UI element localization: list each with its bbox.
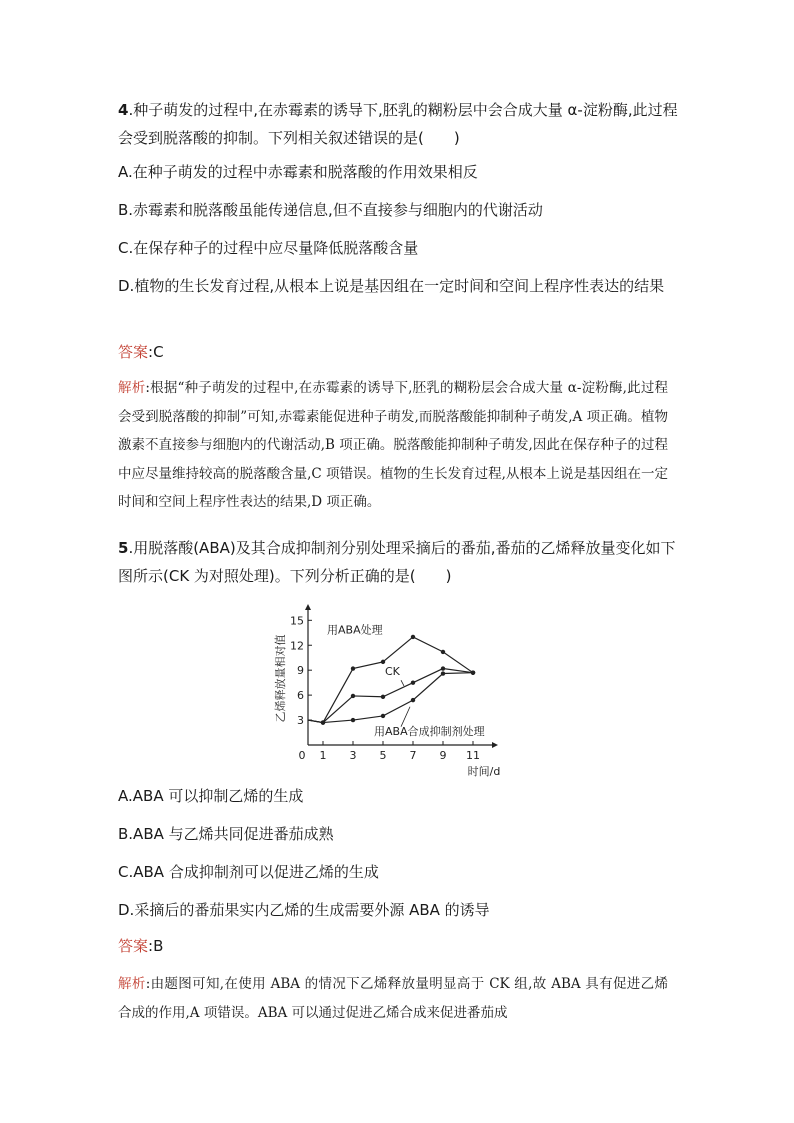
question-5-answer xyxy=(118,932,163,960)
chart-series xyxy=(308,635,475,725)
y-tick-label: 6 xyxy=(297,689,304,703)
question-5 xyxy=(118,534,678,590)
question-4-option-d: D.植物的生长发育过程,从根本上说是基因组在一定时间和空间上程序性表达的结果 xyxy=(118,277,665,295)
answer-label: 答案 xyxy=(118,343,149,361)
x-axis-label: 时间/d xyxy=(467,765,501,778)
chart-axes xyxy=(290,604,498,762)
question-4-option-a: A.在种子萌发的过程中赤霉素和脱落酸的作用效果相反 xyxy=(118,163,478,181)
question-4-answer xyxy=(118,338,164,366)
x-axis-arrow xyxy=(492,742,498,748)
data-point xyxy=(351,666,355,670)
explanation-label: 解析 xyxy=(118,380,146,396)
origin-label: 0 xyxy=(298,749,306,762)
question-5-explanation xyxy=(118,970,668,1027)
question-4-explanation xyxy=(118,374,668,517)
y-tick-label: 3 xyxy=(297,714,304,728)
data-point xyxy=(351,718,355,722)
explanation-text: :由题图可知,在使用 ABA 的情况下乙烯释放量明显高于 CK 组,故 ABA 具有促进乙烯合成的作用,A 项错误。ABA 可以通过促进乙烯合成来促进番茄成 xyxy=(118,976,668,1021)
question-5-option-d: D.采摘后的番茄果实内乙烯的生成需要外源 ABA 的诱导 xyxy=(118,901,490,919)
x-tick-label: 9 xyxy=(439,749,447,762)
question-5-option-a: A.ABA 可以抑制乙烯的生成 xyxy=(118,787,304,805)
series-label-ck: CK xyxy=(385,665,400,679)
x-tick-label: 3 xyxy=(349,749,357,762)
y-tick-label: 12 xyxy=(290,639,304,653)
x-tick-label: 5 xyxy=(379,749,387,762)
question-4 xyxy=(118,96,678,152)
series-label-aba: 用ABA处理 xyxy=(327,623,383,637)
data-point xyxy=(351,694,355,698)
question-5-option-c: C.ABA 合成抑制剂可以促进乙烯的生成 xyxy=(118,863,379,881)
question-5-option-b: B.ABA 与乙烯共同促进番茄成熟 xyxy=(118,825,334,843)
data-point xyxy=(441,666,445,670)
data-point xyxy=(411,698,415,702)
data-point xyxy=(411,680,415,684)
x-tick-label: 1 xyxy=(319,749,327,762)
series-line-0 xyxy=(308,637,473,723)
data-point xyxy=(381,660,385,664)
explanation-label: 解析 xyxy=(118,976,146,992)
question-4-option-b: B.赤霉素和脱落酸虽能传递信息,但不直接参与细胞内的代谢活动 xyxy=(118,201,543,219)
series-label-inhibitor: 用ABA合成抑制剂处理 xyxy=(374,725,485,739)
answer-value: :B xyxy=(148,937,164,955)
answer-value: :C xyxy=(148,343,164,361)
ethylene-chart-svg xyxy=(270,600,530,780)
ethylene-chart xyxy=(270,600,530,780)
question-4-text: .种子萌发的过程中,在赤霉素的诱导下,胚乳的糊粉层中会合成大量 α-淀粉酶,此过程会受到脱落酸的抑制。下列相关叙述错误的是( ) xyxy=(118,101,678,147)
data-point xyxy=(321,720,325,724)
series-label-ck-leader xyxy=(401,680,404,686)
question-5-text: .用脱落酸(ABA)及其合成抑制剂分别处理采摘后的番茄,番茄的乙烯释放量变化如下图所示(CK 为对照处理)。下列分析正确的是( ) xyxy=(118,539,676,585)
data-point xyxy=(381,695,385,699)
series-line-2 xyxy=(308,673,473,723)
data-point xyxy=(471,670,475,674)
question-5-number: 5 xyxy=(118,539,129,557)
question-4-option-c: C.在保存种子的过程中应尽量降低脱落酸含量 xyxy=(118,239,419,257)
question-4-number: 4 xyxy=(118,101,129,119)
y-tick-label: 9 xyxy=(297,664,304,678)
data-point xyxy=(441,671,445,675)
data-point xyxy=(411,635,415,639)
y-axis-arrow xyxy=(305,604,311,610)
y-axis-label: 乙烯释放量相对值 xyxy=(274,634,287,723)
data-point xyxy=(381,714,385,718)
series-label-inhibitor-leader xyxy=(401,707,410,727)
answer-label: 答案 xyxy=(118,937,149,955)
explanation-text: :根据“种子萌发的过程中,在赤霉素的诱导下,胚乳的糊粉层会合成大量 α-淀粉酶,此过程会受到脱落酸的抑制”可知,赤霉素能促进种子萌发,而脱落酸能抑制种子萌发,A 项正确。植物激素不直接参与细胞内的代谢活动,B 项正确。脱落酸能抑制种子萌发,因此在保存种子的过程中应尽量维持较高的脱落酸含量,C 项错误。植物的生长发育过程,从根本上说是基因组在一定时间和空间上程序性表达的结果,D 项正确。 xyxy=(118,380,669,510)
data-point xyxy=(441,650,445,654)
x-tick-label: 7 xyxy=(409,749,417,762)
y-tick-label: 15 xyxy=(290,614,304,628)
x-tick-label: 11 xyxy=(466,749,480,762)
